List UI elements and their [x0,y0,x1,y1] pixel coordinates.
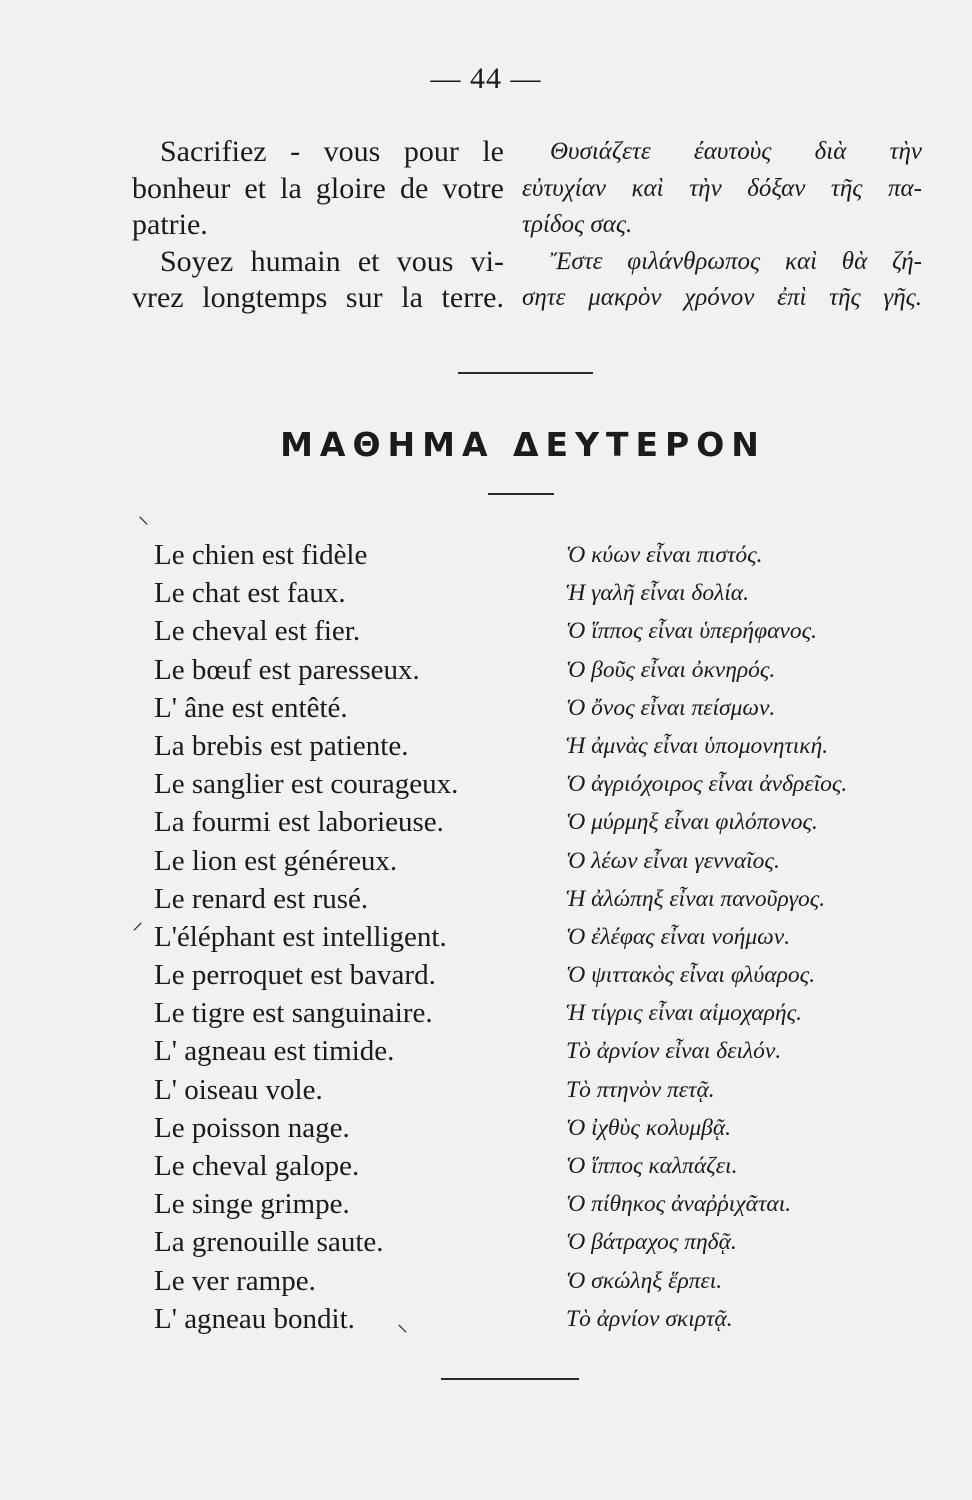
french-sentence: Le chat est faux. [154,577,346,610]
greek-paragraph-top [522,134,922,317]
french-sentence: Le chien est fidèle [154,539,368,571]
greek-line: τρίδος σας. [522,211,633,238]
french-sentence: La fourmi est laborieuse. [154,806,444,839]
pencil-tick-mark: ⸝ [132,910,144,935]
french-line: bonheur et la gloire de votre [132,171,504,205]
greek-sentence: Ὁ βάτραχος πηδᾷ. [566,1229,737,1256]
greek-line: σητε μακρὸν χρόνον ἐπὶ τῆς γῆς. [522,284,922,311]
greek-sentence: Ὁ ὄνος εἶναι πείσμων. [566,694,776,721]
page-number: — 44 — [430,62,542,95]
french-sentence: L' âne est entêté. [154,691,348,724]
french-sentence: L' oiseau vole. [154,1073,323,1106]
section-divider [458,372,593,374]
lesson-title: ΜΑΘΗΜΑ ΔΕΥΤΕΡΟΝ [280,425,766,464]
greek-line: Θυσιάζετε έαυτοὺς διὰ τὴν [550,138,922,165]
bottom-divider [441,1378,579,1380]
greek-sentence: Ἡ ἀλώπηξ εἶναι πανοῦργος. [566,885,826,912]
french-line: vrez longtemps sur la terre. [132,281,504,314]
greek-sentence: Ὁ βοῦς εἶναι ὀκνηρός. [566,656,776,683]
french-sentence: L'éléphant est intelligent. [154,920,447,953]
greek-sentence: Ὁ σκώληξ ἕρπει. [566,1267,723,1294]
greek-sentence: Ὁ μύρμηξ εἶναι φιλόπονος. [566,809,818,836]
french-sentence: L' agneau est timide. [154,1035,395,1068]
french-sentence: Le perroquet est bavard. [154,959,436,992]
greek-sentence: Ἡ ἀμνὰς εἶναι ὑπομονητική. [566,732,829,759]
french-sentence: Le lion est généreux. [154,844,398,877]
french-line: patrie. [132,208,208,241]
greek-sentence: Ὁ ἀγριόχοιρος εἶναι ἀνδρεῖος. [566,771,848,798]
french-line: Soyez humain et vous vi- [160,244,504,278]
greek-line: Ἔστε φιλάνθρωπος καὶ θὰ ζή- [550,247,922,275]
greek-sentence: Ὁ ἰχθὺς κολυμβᾷ. [566,1114,732,1141]
french-sentence: L' agneau bondit. [154,1302,355,1335]
greek-sentence: Ἡ γαλῆ εἶναι δολία. [566,580,749,607]
french-paragraph-top [132,134,504,317]
french-sentence: Le ver rampe. [154,1264,316,1297]
greek-sentence: Ὁ ἵππος καλπάζει. [566,1153,738,1179]
french-sentence: Le sanglier est courageux. [154,768,459,801]
french-sentence: Le bœuf est paresseux. [154,653,420,686]
greek-sentence: Ὁ κύων εἶναι πιστός. [566,542,763,568]
greek-sentence: Ὁ ψιττακὸς εἶναι φλύαρος. [566,962,816,989]
greek-sentence-list [566,536,847,1338]
french-sentence: Le tigre est sanguinaire. [154,997,433,1030]
french-sentence: Le singe grimpe. [154,1188,350,1221]
french-sentence: La brebis est patiente. [154,729,409,762]
french-sentence: Le cheval est fier. [154,615,361,648]
greek-sentence: Τὸ ἀρνίον σκιρτᾷ. [566,1305,733,1332]
pencil-tick-mark: ⸜ [138,504,150,529]
french-sentence: La grenouille saute. [154,1226,384,1259]
french-sentence: Le renard est rusé. [154,882,369,915]
french-sentence: Le poisson nage. [154,1111,350,1144]
greek-sentence: Τὸ πτηνὸν πετᾷ. [566,1076,715,1103]
french-line: Sacrifiez - vous pour le [160,135,504,168]
greek-sentence: Ἡ τίγρις εἶναι αἱμοχαρής. [566,1000,802,1027]
french-sentence: Le cheval galope. [154,1150,360,1182]
greek-sentence: Ὁ ἵππος εἶναι ὑπερήφανος. [566,618,818,645]
greek-sentence: Ὁ ἐλέφας εἶναι νοήμων. [566,923,791,950]
greek-sentence: Τὸ ἀρνίον εἶναι δειλόν. [566,1038,782,1065]
greek-line: εὐτυχίαν καὶ τὴν δόξαν τῆς πα- [522,174,922,202]
french-sentence-list [154,536,458,1338]
greek-sentence: Ὁ πίθηκος ἀναῤῥιχᾶται. [566,1191,792,1218]
greek-sentence: Ὁ λέων εἶναι γενναῖος. [566,847,780,874]
pencil-tick-mark: ⸜ [397,1312,409,1337]
title-underline [488,493,554,495]
